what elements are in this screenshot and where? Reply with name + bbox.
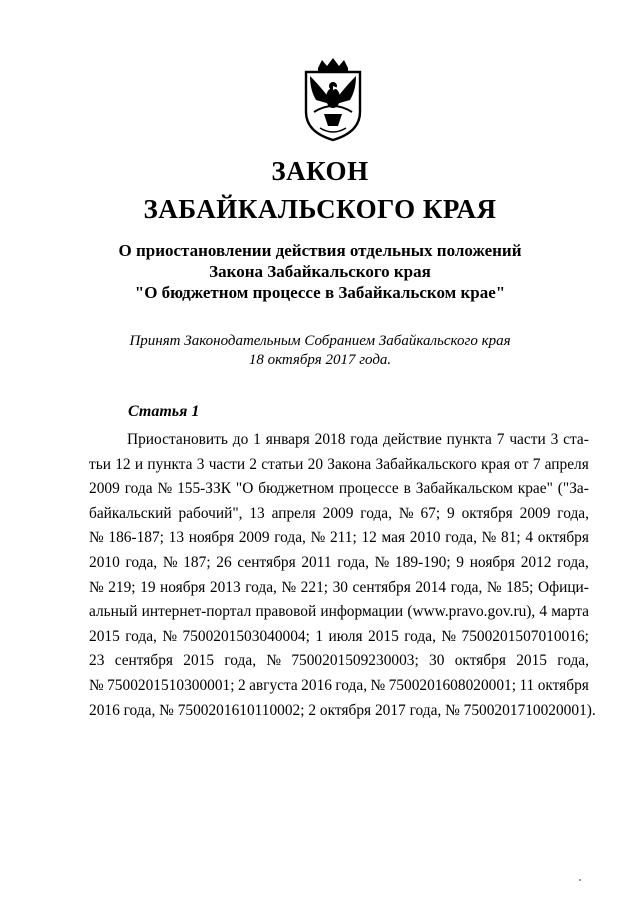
subtitle-line: Закона Забайкальского края — [209, 262, 431, 281]
adoption-date: 18 октября 2017 года. — [248, 352, 392, 368]
adoption-line: Принят Законодательным Собранием Забайкальского края — [129, 333, 511, 349]
article-line: № 186-187; 13 ноября 2009 года, № 211; 12 мая 2010 года, № 81; 4 октября — [89, 529, 589, 547]
article-line: тьи 12 и пункта 3 части 2 статьи 20 Закона Забайкальского края от 7 апреля — [89, 455, 589, 473]
subtitle-line: "О бюджетном процессе в Забайкальском крае" — [134, 283, 506, 302]
adoption-note — [0, 332, 640, 370]
article-line: 2015 года, № 7500201503040004; 1 июля 2015 года, № 7500201507010016; — [89, 627, 589, 645]
article-line: № 7500201510300001; 2 августа 2016 года, № 7500201608020001; 11 октября — [89, 676, 589, 694]
article-line: 23 сентября 2015 года, № 7500201509230003; 30 октября 2015 года, — [89, 652, 589, 670]
subtitle-line: О приостановлении действия отдельных положений — [118, 241, 522, 260]
region-title: ЗАБАЙКАЛЬСКОГО КРАЯ — [143, 194, 497, 224]
article-line: альный интернет-портал правовой информации (www.pravo.gov.ru), 4 марта — [89, 603, 589, 621]
article-line: № 219; 19 ноября 2013 года, № 221; 30 сентября 2014 года, № 185; Офици- — [89, 578, 589, 596]
article-line: 2010 года, № 187; 26 сентября 2011 года, № 189-190; 9 ноября 2012 года, — [89, 553, 589, 571]
coat-of-arms-icon — [296, 56, 370, 142]
article-body — [89, 428, 596, 723]
article-line: байкальский рабочий", 13 апреля 2009 года, № 67; 9 октября 2009 года, — [89, 504, 589, 522]
law-subtitle — [0, 240, 640, 303]
article-line: 2016 года, № 7500201610110002; 2 октября 2017 года, № 7500201710020001). — [89, 701, 596, 719]
scan-mark — [579, 879, 581, 881]
article-line: 2009 года № 155-ЗЗК "О бюджетном процессе в Забайкальском крае" ("За- — [89, 480, 589, 498]
article-line: Приостановить до 1 января 2018 года действие пункта 7 части 3 ста- — [127, 431, 589, 448]
law-title: ЗАКОН — [271, 156, 369, 186]
article-heading: Статья 1 — [128, 403, 200, 420]
